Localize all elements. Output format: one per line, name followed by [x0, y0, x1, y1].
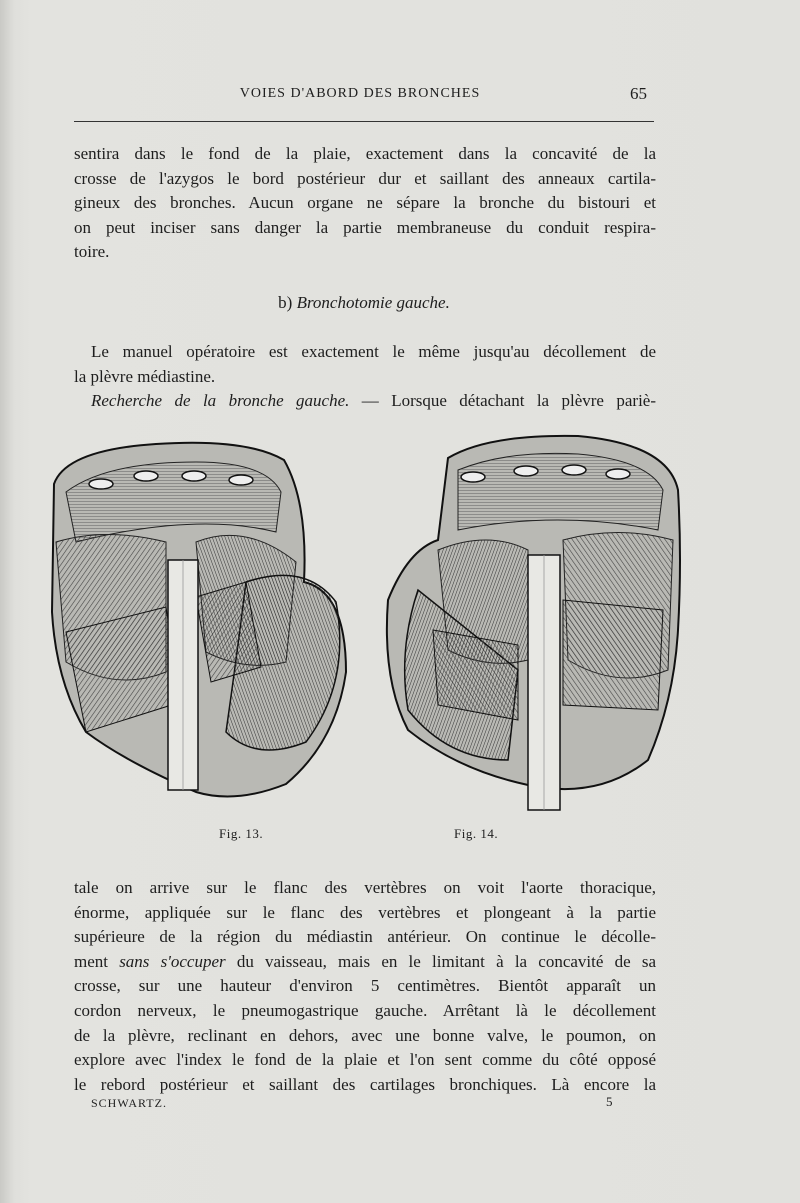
figure-13-illustration: [46, 432, 356, 804]
text-line: toire.: [74, 242, 110, 262]
sheet-number: 5: [606, 1094, 613, 1109]
figure-13-caption: Fig. 13.: [219, 826, 264, 841]
text-line: on peut inciser sans danger la partie membraneuse du conduit respira-: [74, 217, 656, 237]
running-header: VOIES D'ABORD DES BRONCHES: [239, 86, 481, 101]
figure-14-caption: Fig. 14.: [454, 826, 499, 841]
page-number: 65: [630, 84, 647, 103]
printer-signature: SCHWARTZ.: [91, 1096, 167, 1110]
text-line: sentira dans le fond de la plaie, exactement dans la concavité de la: [74, 144, 656, 163]
paragraph-1: [74, 142, 656, 265]
text-line: ment sans s'occuper du vaisseau, mais en le limitant à la concavité de sa: [74, 951, 656, 971]
text-line: énorme, appliquée sur le flanc des vertèbres et plongeant à la partie: [74, 902, 656, 922]
text-line: gineux des bronches. Aucun organe ne sépare la bronche du bistouri et: [74, 193, 656, 213]
subheading-title: Bronchotomie gauche.: [296, 293, 450, 312]
text-line: crosse, sur une hauteur d'environ 5 centimètres. Bientôt apparaît un: [74, 976, 656, 996]
paragraph-2: [74, 340, 656, 414]
italic-run: Recherche de la bronche gauche.: [91, 391, 350, 411]
header-rule: [74, 121, 654, 122]
text-run: — Lorsque détachant la plèvre pariè-: [349, 391, 657, 411]
paragraph-3: [74, 876, 656, 1097]
text-line: [74, 389, 656, 414]
subheading: [0, 293, 728, 313]
text-line: explore avec l'index le fond de la plaie et l'on sent comme du côté opposé: [74, 1050, 656, 1070]
text-line: cordon nerveux, le pneumogastrique gauche. Arrêtant là le décollement: [74, 1000, 656, 1020]
subheading-prefix: b): [278, 293, 293, 312]
text-line: Le manuel opératoire est exactement le même jusqu'au décollement de: [91, 342, 656, 361]
text-line: crosse de l'azygos le bord postérieur dur et saillant des anneaux cartila-: [74, 168, 656, 188]
text-line: le rebord postérieur et saillant des cartilages bronchiques. Là encore la: [74, 1074, 656, 1094]
text-line: tale on arrive sur le flanc des vertèbres on voit l'aorte thoracique,: [74, 878, 656, 897]
text-line: la plèvre médiastine.: [74, 366, 216, 386]
figure-14-illustration: [378, 430, 686, 816]
text-line: de la plèvre, reclinant en dehors, avec une bonne valve, le poumon, on: [74, 1025, 656, 1045]
text-line: supérieure de la région du médiastin antérieur. On continue le décolle-: [74, 927, 656, 947]
